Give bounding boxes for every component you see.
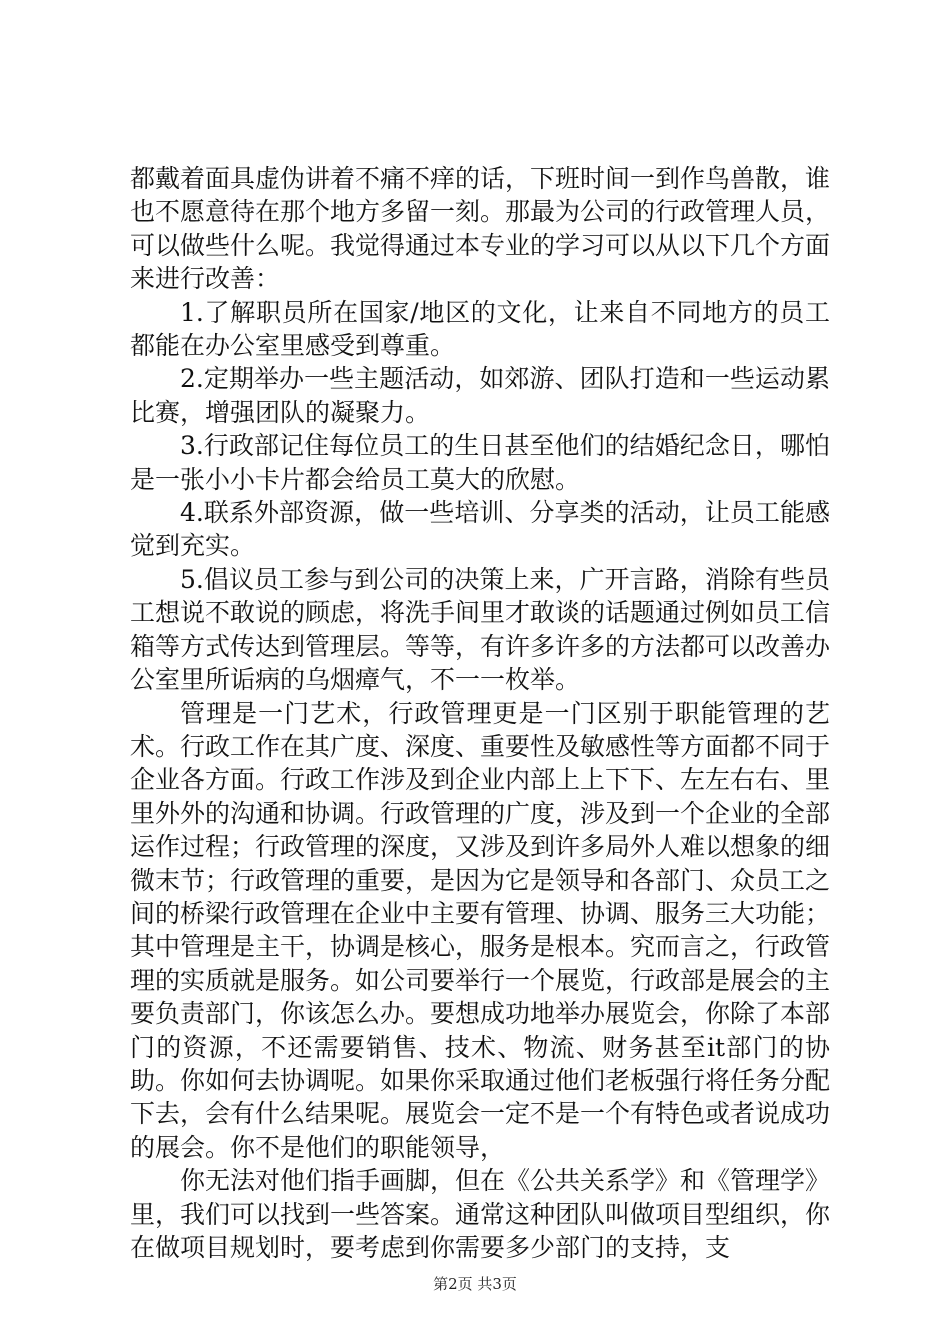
paragraph-continuation: 都戴着面具虚伪讲着不痛不痒的话，下班时间一到作鸟兽散，谁也不愿意待在那个地方多留一刻。那最为公司的行政管理人员，可以做些什么呢。我觉得通过本专业的学习可以从以下几个方面来进行改善： <box>130 164 831 294</box>
document-body <box>130 162 830 1264</box>
list-item-3: 3.行政部记住每位员工的生日甚至他们的结婚纪念日，哪怕是一张小小卡片都会给员工莫大的欣慰。 <box>130 431 830 494</box>
list-item-2: 2.定期举办一些主题活动，如郊游、团队打造和一些运动累比赛，增强团队的凝聚力。 <box>130 364 830 427</box>
list-item-1: 1.了解职员所在国家/地区的文化，让来自不同地方的员工都能在办公室里感受到尊重。 <box>130 297 830 361</box>
paragraph-management-art: 管理是一门艺术，行政管理更是一门区别于职能管理的艺术。行政工作在其广度、深度、重要性及敏感性等方面都不同于企业各方面。行政工作涉及到企业内部上上下下、左左右右、里里外外的沟通和协调。行政管理的广度，涉及到一个企业的全部运作过程；行政管理的深度，又涉及到许多局外人难以想象的细微末节；行政管理的重要，是因为它是领导和各部门、众员工之间的桥梁行政管理在企业中主要有管理、协调、服务三大功能；其中管理是主干，协调是核心，服务是根本。究而言之，行政管理的实质就是服务。如公司要举行一个展览，行政部是展会的主要负责部门，你该怎么办。要想成功地举办展览会，你除了本部门的资源，不还需要销售、技术、物流、财务甚至it部门的协助。你如何去协调呢。如果你采取通过他们老板强行将任务分配下去，会有什么结果呢。展览会一定不是一个有特色或者说成功的展会。你不是他们的职能领导， <box>130 698 831 1162</box>
page-number-footer: 第2页 共3页 <box>433 1275 517 1293</box>
list-item-4: 4.联系外部资源，做一些培训、分享类的活动，让员工能感觉到充实。 <box>130 498 830 561</box>
list-item-5: 5.倡议员工参与到公司的决策上来，广开言路，消除有些员工想说不敢说的顾虑，将洗手间里才敢谈的话题通过例如员工信箱等方式传达到管理层。等等，有许多许多的方法都可以改善办公室里所诟病的乌烟瘴气，不一一枚举。 <box>130 564 831 695</box>
paragraph-public-relations: 你无法对他们指手画脚，但在《公共关系学》和《管理学》里，我们可以找到一些答案。通常这种团队叫做项目型组织，你在做项目规划时，要考虑到你需要多少部门的支持，支 <box>130 1166 831 1262</box>
